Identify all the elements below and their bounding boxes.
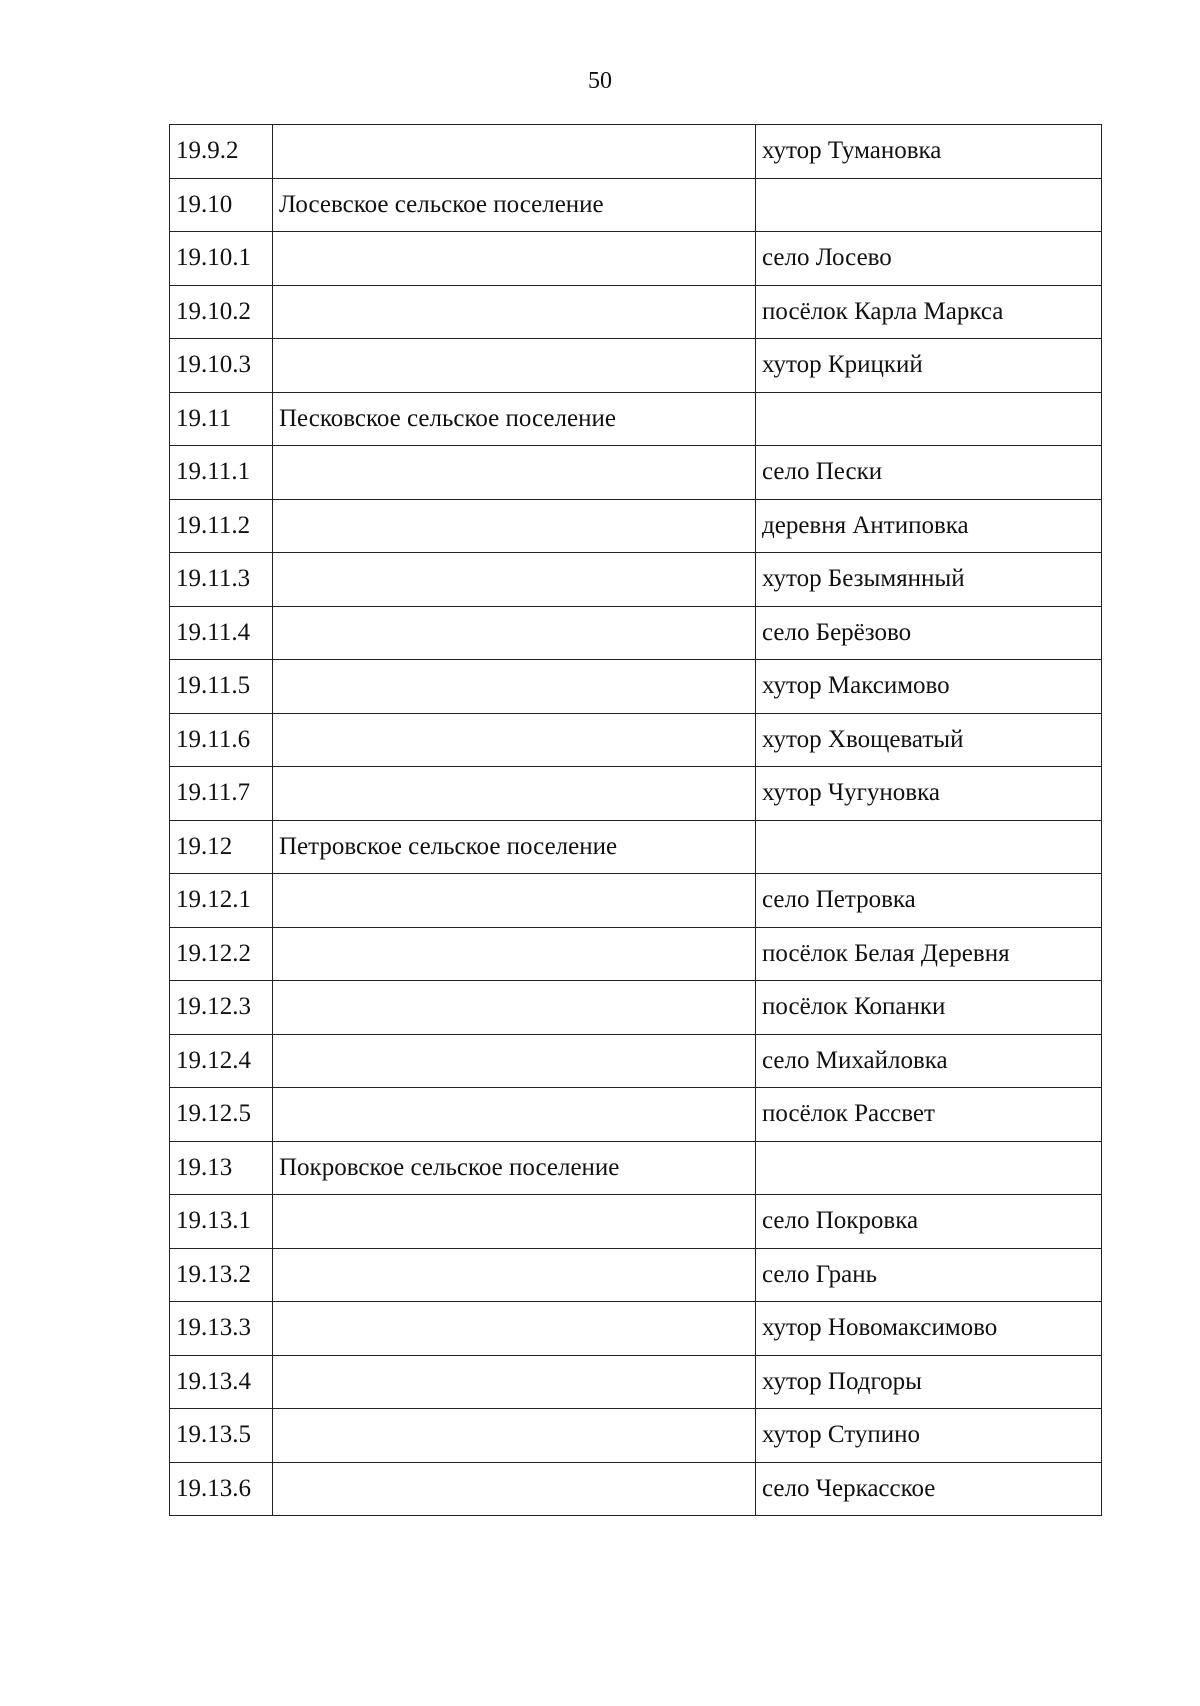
code-cell: 19.11.6 xyxy=(170,713,273,767)
table-row xyxy=(170,820,1102,874)
code-cell: 19.9.2 xyxy=(170,125,273,179)
code-cell: 19.10.1 xyxy=(170,232,273,286)
code-cell: 19.12 xyxy=(170,820,273,874)
locality-cell: посёлок Белая Деревня xyxy=(756,927,1102,981)
locality-cell: хутор Ступино xyxy=(756,1409,1102,1463)
locality-cell: село Петровка xyxy=(756,874,1102,928)
code-cell: 19.11.1 xyxy=(170,446,273,500)
locality-cell: село Берёзово xyxy=(756,606,1102,660)
settlement-cell xyxy=(273,1034,756,1088)
code-cell: 19.13.4 xyxy=(170,1355,273,1409)
locality-cell: село Лосево xyxy=(756,232,1102,286)
table-row xyxy=(170,285,1102,339)
locality-cell: хутор Крицкий xyxy=(756,339,1102,393)
settlement-cell xyxy=(273,1195,756,1249)
locality-cell xyxy=(756,820,1102,874)
locality-cell xyxy=(756,1141,1102,1195)
settlements-table xyxy=(169,124,1102,1516)
table-row xyxy=(170,392,1102,446)
settlement-cell xyxy=(273,927,756,981)
locality-cell: село Покровка xyxy=(756,1195,1102,1249)
table-row xyxy=(170,874,1102,928)
settlement-cell xyxy=(273,446,756,500)
locality-cell xyxy=(756,178,1102,232)
table-row xyxy=(170,1248,1102,1302)
code-cell: 19.10.3 xyxy=(170,339,273,393)
page-number: 50 xyxy=(588,68,612,94)
settlement-cell xyxy=(273,1355,756,1409)
locality-cell: село Черкасское xyxy=(756,1462,1102,1516)
code-cell: 19.11 xyxy=(170,392,273,446)
settlement-cell xyxy=(273,713,756,767)
table-row xyxy=(170,1462,1102,1516)
locality-cell: посёлок Карла Маркса xyxy=(756,285,1102,339)
code-cell: 19.13.5 xyxy=(170,1409,273,1463)
table-row xyxy=(170,1409,1102,1463)
code-cell: 19.12.1 xyxy=(170,874,273,928)
settlement-cell xyxy=(273,606,756,660)
code-cell: 19.10.2 xyxy=(170,285,273,339)
locality-cell: хутор Тумановка xyxy=(756,125,1102,179)
locality-cell: село Грань xyxy=(756,1248,1102,1302)
table-row xyxy=(170,1355,1102,1409)
table-row xyxy=(170,553,1102,607)
locality-cell: село Михайловка xyxy=(756,1034,1102,1088)
code-cell: 19.13 xyxy=(170,1141,273,1195)
settlement-cell xyxy=(273,1462,756,1516)
settlement-cell xyxy=(273,1248,756,1302)
locality-cell: посёлок Копанки xyxy=(756,981,1102,1035)
code-cell: 19.11.2 xyxy=(170,499,273,553)
settlement-cell xyxy=(273,874,756,928)
settlement-cell: Лосевское сельское поселение xyxy=(273,178,756,232)
locality-cell: хутор Безымянный xyxy=(756,553,1102,607)
locality-cell: хутор Хвощеватый xyxy=(756,713,1102,767)
table-row xyxy=(170,178,1102,232)
table-row xyxy=(170,660,1102,714)
code-cell: 19.11.7 xyxy=(170,767,273,821)
code-cell: 19.10 xyxy=(170,178,273,232)
settlement-cell xyxy=(273,1088,756,1142)
settlement-cell xyxy=(273,285,756,339)
table-row xyxy=(170,767,1102,821)
locality-cell: хутор Новомаксимово xyxy=(756,1302,1102,1356)
code-cell: 19.13.6 xyxy=(170,1462,273,1516)
code-cell: 19.13.3 xyxy=(170,1302,273,1356)
code-cell: 19.13.1 xyxy=(170,1195,273,1249)
locality-cell: село Пески xyxy=(756,446,1102,500)
settlement-cell: Песковское сельское поселение xyxy=(273,392,756,446)
settlement-cell xyxy=(273,232,756,286)
table-row xyxy=(170,499,1102,553)
table-row xyxy=(170,1195,1102,1249)
table-row xyxy=(170,339,1102,393)
table-row xyxy=(170,606,1102,660)
settlement-cell xyxy=(273,660,756,714)
settlement-cell xyxy=(273,553,756,607)
settlement-cell xyxy=(273,499,756,553)
settlement-cell xyxy=(273,1409,756,1463)
settlements-table-body xyxy=(170,125,1102,1516)
code-cell: 19.13.2 xyxy=(170,1248,273,1302)
settlement-cell: Петровское сельское поселение xyxy=(273,820,756,874)
table-row xyxy=(170,927,1102,981)
table-row xyxy=(170,1302,1102,1356)
locality-cell: посёлок Рассвет xyxy=(756,1088,1102,1142)
table-row xyxy=(170,1141,1102,1195)
code-cell: 19.12.5 xyxy=(170,1088,273,1142)
code-cell: 19.12.2 xyxy=(170,927,273,981)
locality-cell: хутор Максимово xyxy=(756,660,1102,714)
code-cell: 19.12.3 xyxy=(170,981,273,1035)
table-row xyxy=(170,125,1102,179)
locality-cell: хутор Подгоры xyxy=(756,1355,1102,1409)
settlement-cell xyxy=(273,1302,756,1356)
settlement-cell xyxy=(273,339,756,393)
code-cell: 19.12.4 xyxy=(170,1034,273,1088)
locality-cell: деревня Антиповка xyxy=(756,499,1102,553)
table-row xyxy=(170,232,1102,286)
table-row xyxy=(170,713,1102,767)
settlement-cell: Покровское сельское поселение xyxy=(273,1141,756,1195)
code-cell: 19.11.5 xyxy=(170,660,273,714)
table-row xyxy=(170,1034,1102,1088)
locality-cell xyxy=(756,392,1102,446)
table-row xyxy=(170,981,1102,1035)
locality-cell: хутор Чугуновка xyxy=(756,767,1102,821)
settlement-cell xyxy=(273,767,756,821)
code-cell: 19.11.3 xyxy=(170,553,273,607)
settlement-cell xyxy=(273,981,756,1035)
table-row xyxy=(170,1088,1102,1142)
table-row xyxy=(170,446,1102,500)
settlement-cell xyxy=(273,125,756,179)
code-cell: 19.11.4 xyxy=(170,606,273,660)
